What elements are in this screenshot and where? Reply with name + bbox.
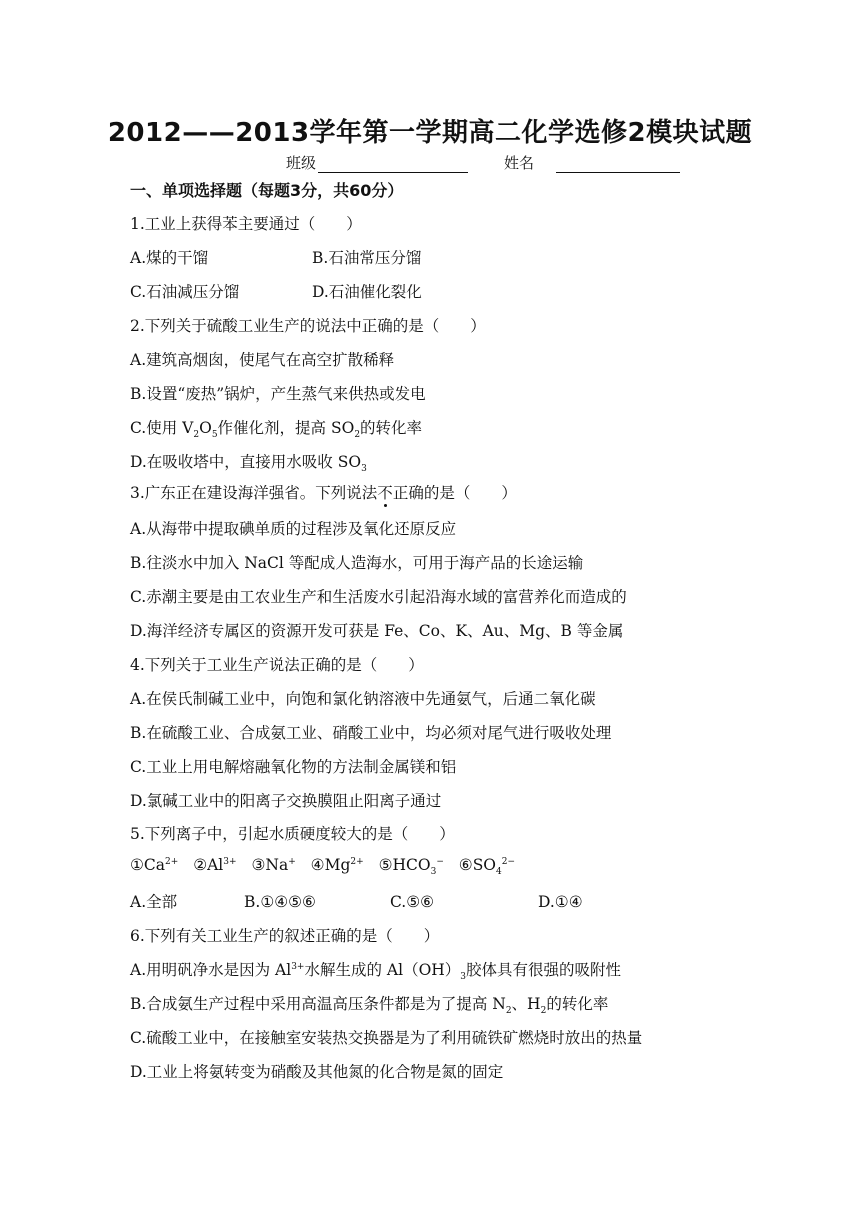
class-blank[interactable] xyxy=(318,156,468,173)
class-label: 班级 xyxy=(286,154,317,172)
q2-option-a: A.建筑高烟囱，使尾气在高空扩散稀释 xyxy=(130,351,395,369)
q2-option-b: B.设置“废热”锅炉，产生蒸气来供热或发电 xyxy=(130,385,426,403)
name-label: 姓名 xyxy=(504,154,535,172)
q4-option-b: B.在硫酸工业、合成氨工业、硝酸工业中，均必须对尾气进行吸收处理 xyxy=(130,724,612,742)
q3-option-a: A.从海带中提取碘单质的过程涉及氧化还原反应 xyxy=(130,520,457,538)
question-5-stem: 5.下列离子中，引起水质硬度较大的是（ ） xyxy=(130,825,455,843)
q6-option-d: D.工业上将氨转变为硝酸及其他氮的化合物是氮的固定 xyxy=(130,1063,504,1081)
q4-option-d: D.氯碱工业中的阳离子交换膜阻止阳离子通过 xyxy=(130,792,442,810)
emphasis-dot-text: 不 xyxy=(377,484,393,502)
q5-option-c: C.⑤⑥ xyxy=(390,893,435,911)
name-blank[interactable] xyxy=(556,156,680,173)
q5-ion-list: $①Ca^{2+}$ $②Al^{3+}$ ③Na+ $④Mg^{2+}$ $⑤HCO_3^-$ $⑥SO_4^{2-}$ xyxy=(130,856,516,878)
q2-option-c: C.使用 $V_2O_5$作催化剂，提高 $SO_2$的转化率 xyxy=(130,419,423,441)
q6-option-a: A.用明矾净水是因为 $Al^{3+}$水解生成的 $Al(OH)_3$胶体具有很强的吸附性 xyxy=(130,961,622,983)
page-title: 2012——2013学年第一学期高二化学选修2模块试题 xyxy=(107,118,753,148)
question-6-stem: 6.下列有关工业生产的叙述正确的是（ ） xyxy=(130,927,440,945)
q4-option-c: C.工业上用电解熔融氧化物的方法制金属镁和铝 xyxy=(130,758,457,776)
q5-option-b: B.①④⑤⑥ xyxy=(244,893,316,911)
q1-option-c: C.石油减压分馏 xyxy=(130,283,240,301)
question-2-stem: 2.下列关于硫酸工业生产的说法中正确的是（ ） xyxy=(130,317,486,335)
q6-option-c: C.硫酸工业中，在接触室安装热交换器是为了利用硫铁矿燃烧时放出的热量 xyxy=(130,1029,643,1047)
q5-option-d: D.①④ xyxy=(538,893,583,911)
q1-option-a: A.煤的干馏 xyxy=(130,249,209,267)
q6-option-b: B.合成氨生产过程中采用高温高压条件都是为了提高 $N_2$、$H_2$的转化率 xyxy=(130,995,609,1017)
q5-option-a: A.全部 xyxy=(130,893,178,911)
student-info xyxy=(286,152,680,173)
question-4-stem: 4.下列关于工业生产说法正确的是（ ） xyxy=(130,656,424,674)
q3-option-d: D.海洋经济专属区的资源开发可获是 Fe、Co、K、Au、Mg、B 等金属 xyxy=(130,622,624,640)
q2-option-d: D.在吸收塔中，直接用水吸收 $SO_3$ xyxy=(130,453,367,475)
question-1-options-row-2 xyxy=(130,280,422,302)
q1-option-b: B.石油常压分馏 xyxy=(312,249,422,267)
question-1-options-row-1 xyxy=(130,246,421,268)
q3-option-b: B.往淡水中加入 NaCl 等配成人造海水，可用于海产品的长途运输 xyxy=(130,554,584,572)
question-1-stem: 1.工业上获得苯主要通过（ ） xyxy=(130,215,362,233)
section-heading: 一、单项选择题（每题3分，共60分） xyxy=(130,181,404,200)
q3-option-c: C.赤潮主要是由工农业生产和生活废水引起沿海水域的富营养化而造成的 xyxy=(130,588,627,606)
question-3-stem: 3.广东正在建设海洋强省。下列说法不正确的是（ ） xyxy=(130,484,517,502)
q4-option-a: A.在侯氏制碱工业中，向饱和氯化钠溶液中先通氨气，后通二氧化碳 xyxy=(130,690,596,708)
q5-options xyxy=(130,890,583,912)
q1-option-d: D.石油催化裂化 xyxy=(312,283,422,301)
